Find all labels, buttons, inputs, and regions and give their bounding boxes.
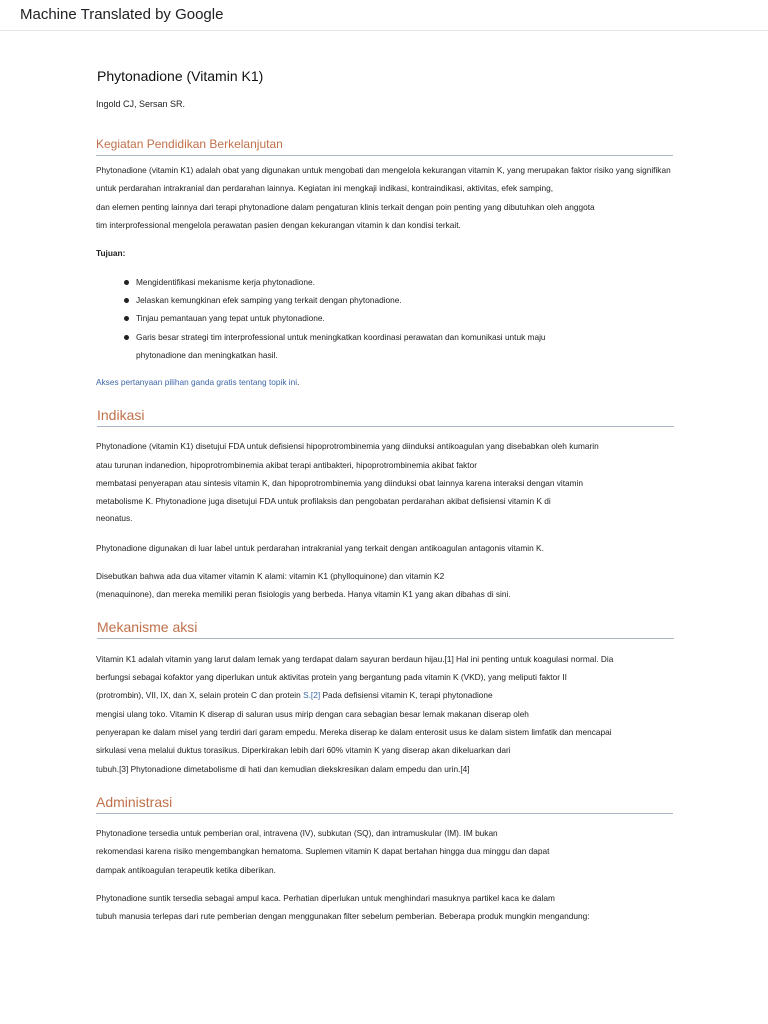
indications-line: Disebutkan bahwa ada dua vitamer vitamin K alami: vitamin K1 (phylloquinone) dan vitamin K2 (96, 571, 445, 581)
mechanism-line: tubuh.[3] Phytonadione dimetabolisme di hati dan kemudian diekskresikan dalam empedu dan urin.[4] (96, 764, 470, 774)
administration-line: tubuh manusia terlepas dari rute pemberian dengan menggunakan filter sebelum pemberian. Beberapa produk mungkin mengandung: (96, 911, 590, 921)
objective-continuation: phytonadione dan meningkatkan hasil. (136, 350, 278, 360)
mechanism-heading: Mekanisme aksi (97, 619, 674, 639)
indications-line: neonatus. (96, 513, 133, 523)
bullet-icon (124, 316, 129, 321)
administration-line: Phytonadione suntik tersedia sebagai ampul kaca. Perhatian diperlukan untuk menghindari masuknya partikel kaca ke dalam (96, 893, 555, 903)
mcq-link-line (96, 377, 299, 387)
cme-line: Phytonadione (vitamin K1) adalah obat yang digunakan untuk mengobati dan mengelola kekurangan vitamin K, yang merupakan faktor risiko yang signifikan (96, 165, 671, 175)
cme-heading: Kegiatan Pendidikan Berkelanjutan (96, 137, 673, 156)
indications-line: (menaquinone), dan mereka memiliki peran fisiologis yang berbeda. Hanya vitamin K1 yang akan dibahas di sini. (96, 589, 511, 599)
administration-line: rekomendasi karena risiko mengembangkan hematoma. Suplemen vitamin K dapat bertahan hingga dua minggu dan dapat (96, 846, 550, 856)
translation-banner (0, 0, 768, 31)
mechanism-line: Vitamin K1 adalah vitamin yang larut dalam lemak yang terdapat dalam sayuran berdaun hijau.[1] Hal ini penting untuk koagulasi normal. Dia (96, 654, 614, 664)
indications-line: Phytonadione (vitamin K1) disetujui FDA untuk defisiensi hipoprotrombinemia yang diinduksi antikoagulan yang disebabkan oleh kumarin (96, 441, 599, 451)
mechanism-line: sirkulasi vena melalui duktus torasikus. Diperkirakan lebih dari 60% vitamin K yang diserap akan dikeluarkan dari (96, 745, 511, 755)
mcq-link-suffix: . (297, 377, 300, 387)
objectives-label: Tujuan: (96, 248, 126, 258)
objective-text: Tinjau pemantauan yang tepat untuk phytonadione. (136, 313, 325, 323)
mechanism-line (96, 690, 493, 700)
indications-line: atau turunan indanedion, hipoprotrombinemia akibat terapi antibakteri, hipoprotrombinemia akibat faktor (96, 460, 477, 470)
authors: Ingold CJ, Sersan SR. (96, 99, 186, 109)
objective-text: Mengidentifikasi mekanisme kerja phytonadione. (136, 277, 315, 287)
bullet-icon (124, 335, 129, 340)
cme-line: tim interprofessional mengelola perawatan pasien dengan kekurangan vitamin k dan kondisi terkait. (96, 220, 461, 230)
cme-line: dan elemen penting lainnya dari terapi phytonadione dalam pengaturan klinis terkait dengan poin penting yang dibutuhkan oleh anggota (96, 202, 595, 212)
objective-text: Garis besar strategi tim interprofessional untuk meningkatkan koordinasi perawatan dan komunikasi untuk maju (136, 332, 546, 342)
bullet-icon (124, 298, 129, 303)
bullet-icon (124, 280, 129, 285)
mechanism-text: Pada defisiensi vitamin K, terapi phytonadione (320, 690, 493, 700)
banner-label: Machine Translated by Google (20, 6, 224, 23)
indications-line: metabolisme K. Phytonadione juga disetujui FDA untuk profilaksis dan pengobatan perdarahan akibat defisiensi vitamin K di (96, 496, 551, 506)
administration-heading: Administrasi (96, 794, 673, 814)
mcq-link[interactable]: Akses pertanyaan pilihan ganda gratis tentang topik ini (96, 377, 298, 387)
mechanism-line: mengisi ulang toko. Vitamin K diserap di saluran usus mirip dengan cara sebagian besar lemak makanan diserap oleh (96, 709, 529, 719)
indications-paragraph: Phytonadione digunakan di luar label untuk perdarahan intrakranial yang terkait dengan antikoagulan antagonis vitamin K. (96, 543, 544, 553)
indications-heading: Indikasi (97, 407, 674, 427)
cme-line: untuk perdarahan intrakranial dan perdarahan lainnya. Kegiatan ini mengkaji indikasi, kontraindikasi, aktivitas, efek samping, (96, 183, 554, 193)
mechanism-line: penyerapan ke dalam misel yang terdiri dari garam empedu. Mereka diserap ke dalam enterosit usus ke dalam sistem limfatik dan mencapai (96, 727, 612, 737)
administration-line: Phytonadione tersedia untuk pemberian oral, intravena (IV), subkutan (SQ), dan intramuskular (IM). IM bukan (96, 828, 498, 838)
mechanism-text: (protrombin), VII, IX, dan X, selain protein C dan protein (96, 690, 304, 700)
administration-line: dampak antikoagulan terapeutik ketika diberikan. (96, 865, 276, 875)
mechanism-line: berfungsi sebagai kofaktor yang diperlukan untuk aktivitas protein yang bergantung pada vitamin K (VKD), yang meliputi faktor II (96, 672, 567, 682)
indications-line: membatasi penyerapan atau sintesis vitamin K, dan hipoprotrombinemia yang diinduksi obat lainnya karena interaksi dengan vitamin (96, 478, 584, 488)
objective-text: Jelaskan kemungkinan efek samping yang terkait dengan phytonadione. (136, 295, 402, 305)
citation-link[interactable]: S.[2] (303, 690, 321, 700)
page-title: Phytonadione (Vitamin K1) (97, 68, 264, 84)
